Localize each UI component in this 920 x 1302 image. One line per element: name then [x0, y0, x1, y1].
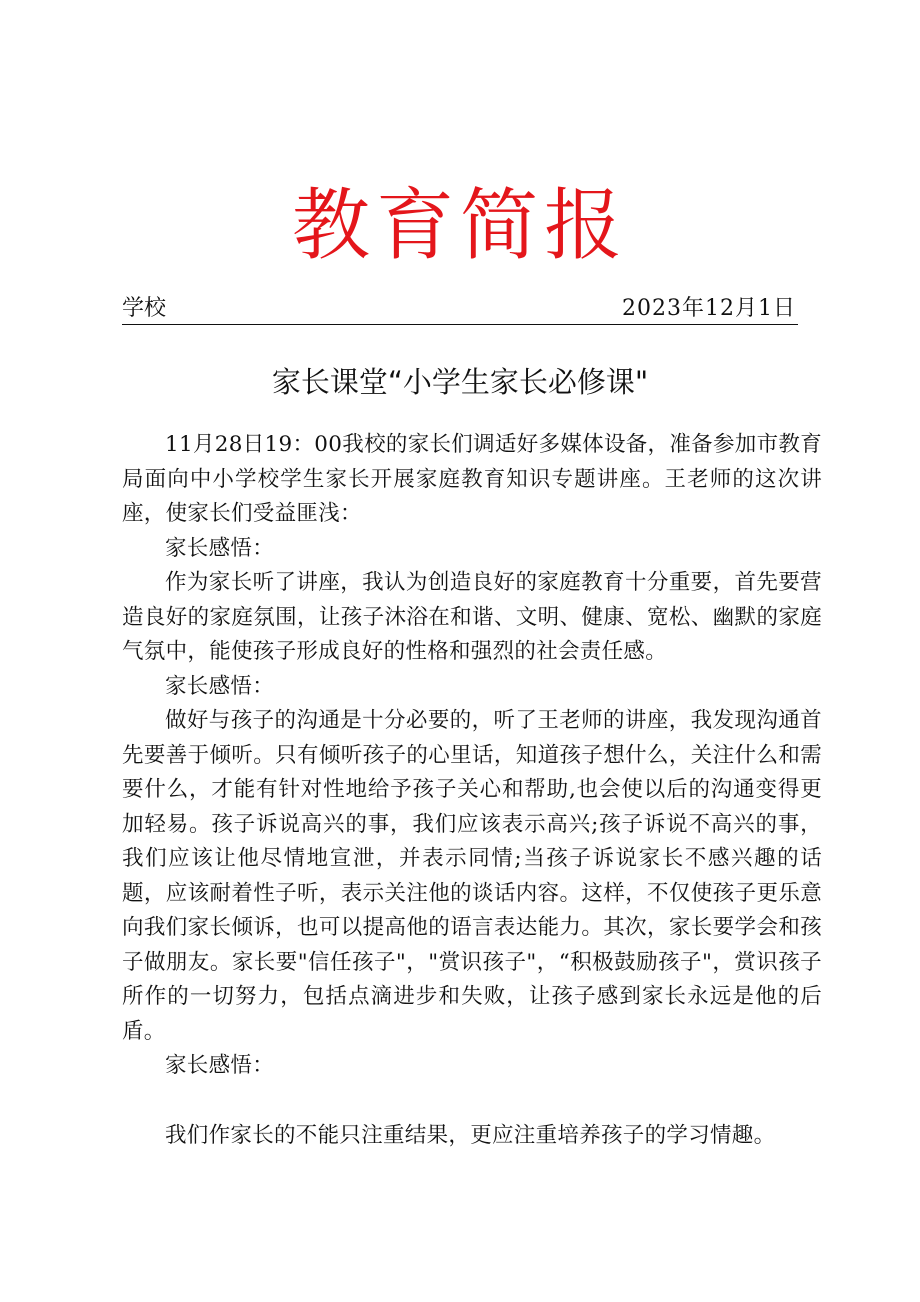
article-title: 家长课堂“小学生家长必修课" [271, 365, 649, 399]
body-paragraph: 作为家长听了讲座，我认为创造良好的家庭教育十分重要，首先要营造良好的家庭氛围，让孩子沐浴在和谐、文明、健康、宽松、幽默的家庭气氛中，能使孩子形成良好的性格和强烈的社会责任感。 [122, 570, 822, 664]
section-heading: 家长感悟： [165, 1053, 275, 1078]
newsletter-masthead: 教育简报 [291, 181, 628, 271]
issue-date: 2023年12月1日 [622, 296, 796, 321]
body-paragraph: 我们作家长的不能只注重结果，更应注重培养孩子的学习情趣。 [165, 1122, 776, 1148]
section-heading: 家长感悟： [165, 673, 275, 699]
intro-paragraph: 11月28日19：00我校的家长们调适好多媒体设备，准备参加市教育局面向中小学校学生家长开展家庭教育知识专题讲座。王老师的这次讲座，使家长们受益匪浅： [122, 432, 822, 526]
section-heading: 家长感悟： [165, 535, 275, 561]
article-body [122, 428, 822, 1153]
school-label: 学校 [122, 296, 167, 321]
school-date-line [122, 294, 798, 325]
body-paragraph: 做好与孩子的沟通是十分必要的，听了王老师的讲座，我发现沟通首先要善于倾听。只有倾听孩子的心里话，知道孩子想什么，关注什么和需要什么，才能有针对性地给予孩子关心和帮助,也会使以后的沟通变得更加轻易。孩子诉说高兴的事，我们应该表示高兴;孩子诉说不高兴的事，我们应该让他尽情地宣泄，并表示同情;当孩子诉说家长不感兴趣的话题，应该耐着性子听，表示关注他的谈话内容。这样，不仅使孩子更乐意向我们家长倾诉，也可以提高他的语言表达能力。其次，家长要学会和孩子做朋友。家长要"信任孩子"，"赏识孩子"，“积极鼓励孩子"，赏识孩子所作的一切努力，包括点滴进步和失败，让孩子感到家长永远是他的后盾。 [122, 708, 822, 1044]
